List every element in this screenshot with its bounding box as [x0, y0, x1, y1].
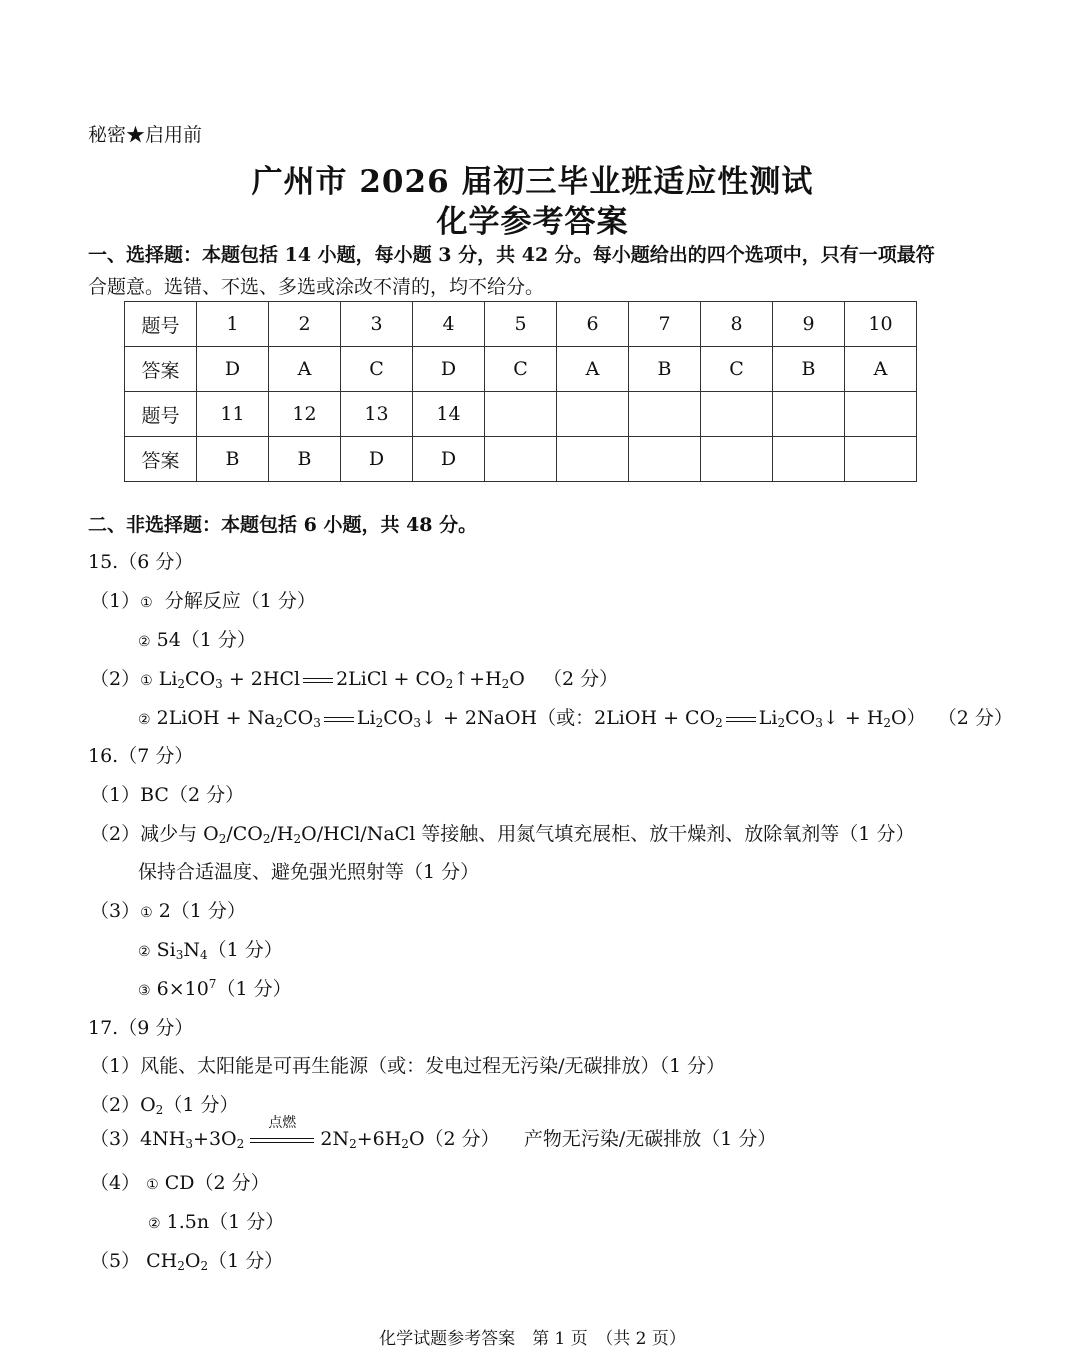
- equals-sign: [324, 717, 354, 722]
- item-number: （2）: [90, 1094, 141, 1116]
- table-row: [125, 347, 917, 392]
- answer-text: /H: [270, 823, 294, 845]
- circle-number: ①: [140, 595, 153, 611]
- circle-number: ③: [138, 983, 151, 999]
- table-row: [125, 302, 917, 347]
- row-label: 答案: [125, 347, 197, 392]
- table-cell: 11: [197, 392, 269, 437]
- answer-text: O/HCl/NaCl 等接触、用氮气填充展柜、放干燥剂、放除氧剂等（1 分）: [301, 823, 915, 845]
- table-cell: B: [773, 347, 845, 392]
- table-cell: [557, 437, 629, 482]
- table-cell: C: [485, 347, 557, 392]
- score-text: （1 分）: [208, 1250, 284, 1272]
- table-cell: [629, 437, 701, 482]
- part2-heading: 二、非选择题：本题包括 6 小题，共 48 分。: [88, 514, 478, 536]
- q16-3-3: ③ $6\times 10^7(1$ 分）: [138, 977, 292, 1000]
- answer-text: 分解反应（1 分）: [164, 590, 316, 612]
- table-cell: 13: [341, 392, 413, 437]
- q15-2-1: （2）① $Li_2CO_3 + 2HCl$ 2LiCl + $CO_2↑+H_2O$ （2 分）: [90, 668, 619, 691]
- score-text: （1 分）: [216, 978, 292, 1000]
- answer-table: [124, 301, 917, 482]
- q16-3-1: [90, 896, 246, 923]
- score-text: （2 分）: [424, 1128, 500, 1150]
- part1-instructions-line1: 一、选择题：本题包括 14 小题，每小题 3 分，共 42 分。每小题给出的四个选项中，只有一项最符: [88, 244, 935, 266]
- q17-3: $(3)4NH_3+3O_2$ 点燃 $2N_2+6H_2O(2$ 分） 产物无污染/无碳排放（1 分）: [90, 1124, 776, 1151]
- page-subtitle: 化学参考答案: [436, 204, 629, 240]
- q15-1-2: [138, 625, 256, 652]
- table-cell: [701, 392, 773, 437]
- circle-number: ①: [140, 905, 153, 921]
- q17-2: $(2)O_2(1$ 分）: [90, 1094, 239, 1117]
- answer-text: 减少与 O: [140, 823, 219, 845]
- row-label: 答案: [125, 437, 197, 482]
- table-cell: 5: [485, 302, 557, 347]
- q16-2-cont: 保持合适温度、避免强光照射等（1 分）: [138, 861, 480, 883]
- table-cell: [485, 437, 557, 482]
- circle-number: ①: [146, 1177, 159, 1193]
- table-cell: [773, 437, 845, 482]
- q15-1-1: [90, 586, 316, 613]
- table-cell: [701, 437, 773, 482]
- table-cell: 2: [269, 302, 341, 347]
- table-cell: 8: [701, 302, 773, 347]
- circle-number: ①: [140, 673, 153, 689]
- answer-text: 1.5n（1 分）: [166, 1211, 285, 1233]
- table-cell: A: [557, 347, 629, 392]
- q17-1: （1）风能、太阳能是可再生能源（或：发电过程无污染/无碳排放）（1 分）: [90, 1055, 726, 1077]
- q17-5: （5） $CH_2O_2(1$ 分）: [90, 1250, 284, 1273]
- circle-number: ②: [138, 944, 151, 960]
- row-label: 题号: [125, 302, 197, 347]
- table-cell: 7: [629, 302, 701, 347]
- page-title: 广州市 2026 届初三毕业班适应性测试: [251, 164, 814, 200]
- q17-heading: 17.（9 分）: [88, 1017, 194, 1039]
- score-text: （1 分）: [163, 1094, 239, 1116]
- table-cell: D: [413, 437, 485, 482]
- q17-4-1: [90, 1168, 270, 1195]
- secret-label: 秘密★启用前: [88, 124, 203, 146]
- equals-sign: [726, 717, 756, 722]
- table-cell: 1: [197, 302, 269, 347]
- table-cell: D: [413, 347, 485, 392]
- item-number: （4）: [90, 1172, 141, 1194]
- item-number: （2）: [90, 823, 141, 845]
- table-cell: D: [197, 347, 269, 392]
- table-cell: A: [269, 347, 341, 392]
- table-cell: [845, 392, 917, 437]
- table-cell: [485, 392, 557, 437]
- table-cell: [773, 392, 845, 437]
- item-number: （5）: [90, 1250, 141, 1272]
- answer-text: 54（1 分）: [156, 629, 256, 651]
- table-cell: 3: [341, 302, 413, 347]
- page-footer: 化学试题参考答案 第 1 页 （共 2 页）: [379, 1329, 686, 1349]
- table-cell: A: [845, 347, 917, 392]
- score-text: （2 分）: [937, 707, 1013, 729]
- table-cell: [629, 392, 701, 437]
- item-number: （2）: [90, 668, 141, 690]
- table-cell: 10: [845, 302, 917, 347]
- circle-number: ②: [138, 712, 151, 728]
- q16-2: （2）减少与 $O_2/CO_2/H_2O/HCl$/NaCl 等接触、用氮气填充展柜、放干燥剂、放除氧剂等（1 分）: [90, 823, 915, 846]
- row-label: 题号: [125, 392, 197, 437]
- answer-text: /CO: [226, 823, 263, 845]
- table-cell: D: [341, 437, 413, 482]
- answer-text: 产物无污染/无碳排放（1 分）: [523, 1128, 777, 1150]
- condition-text: 点燃: [268, 1115, 297, 1131]
- answer-text: 2（1 分）: [158, 900, 246, 922]
- table-cell: 14: [413, 392, 485, 437]
- q16-heading: 16.（7 分）: [88, 745, 194, 767]
- table-row: [125, 437, 917, 482]
- table-cell: C: [701, 347, 773, 392]
- q16-3-2: ② $Si_3N_4(1$ 分）: [138, 939, 283, 962]
- table-cell: 9: [773, 302, 845, 347]
- q16-1: （1）BC（2 分）: [90, 784, 245, 806]
- q15-heading: 15.（6 分）: [88, 551, 194, 573]
- table-cell: B: [197, 437, 269, 482]
- table-cell: [845, 437, 917, 482]
- table-cell: 12: [269, 392, 341, 437]
- score-text: （2 分）: [543, 668, 619, 690]
- table-cell: [557, 392, 629, 437]
- item-number: （3）: [90, 1128, 141, 1150]
- reaction-condition: [250, 1115, 314, 1150]
- score-text: （1 分）: [207, 939, 283, 961]
- table-cell: B: [629, 347, 701, 392]
- q17-4-2: [148, 1207, 284, 1234]
- item-number: （1）: [90, 590, 141, 612]
- circle-number: ②: [138, 634, 151, 650]
- table-cell: C: [341, 347, 413, 392]
- circle-number: ②: [148, 1216, 161, 1232]
- item-number: （3）: [90, 900, 141, 922]
- q15-2-2: ② 2LiOH + $Na_2CO_3$ $Li_2CO_3↓$ + 2NaOH（或：2LiOH + $CO_2$ $Li_2CO_3↓ + H_2O$） （2 分）: [138, 707, 1013, 730]
- part1-instructions-line2: 合题意。选错、不选、多选或涂改不清的，均不给分。: [88, 276, 545, 298]
- answer-text: CD（2 分）: [164, 1172, 270, 1194]
- table-cell: 6: [557, 302, 629, 347]
- equals-sign: [303, 678, 333, 683]
- table-row: [125, 392, 917, 437]
- table-cell: 4: [413, 302, 485, 347]
- table-cell: B: [269, 437, 341, 482]
